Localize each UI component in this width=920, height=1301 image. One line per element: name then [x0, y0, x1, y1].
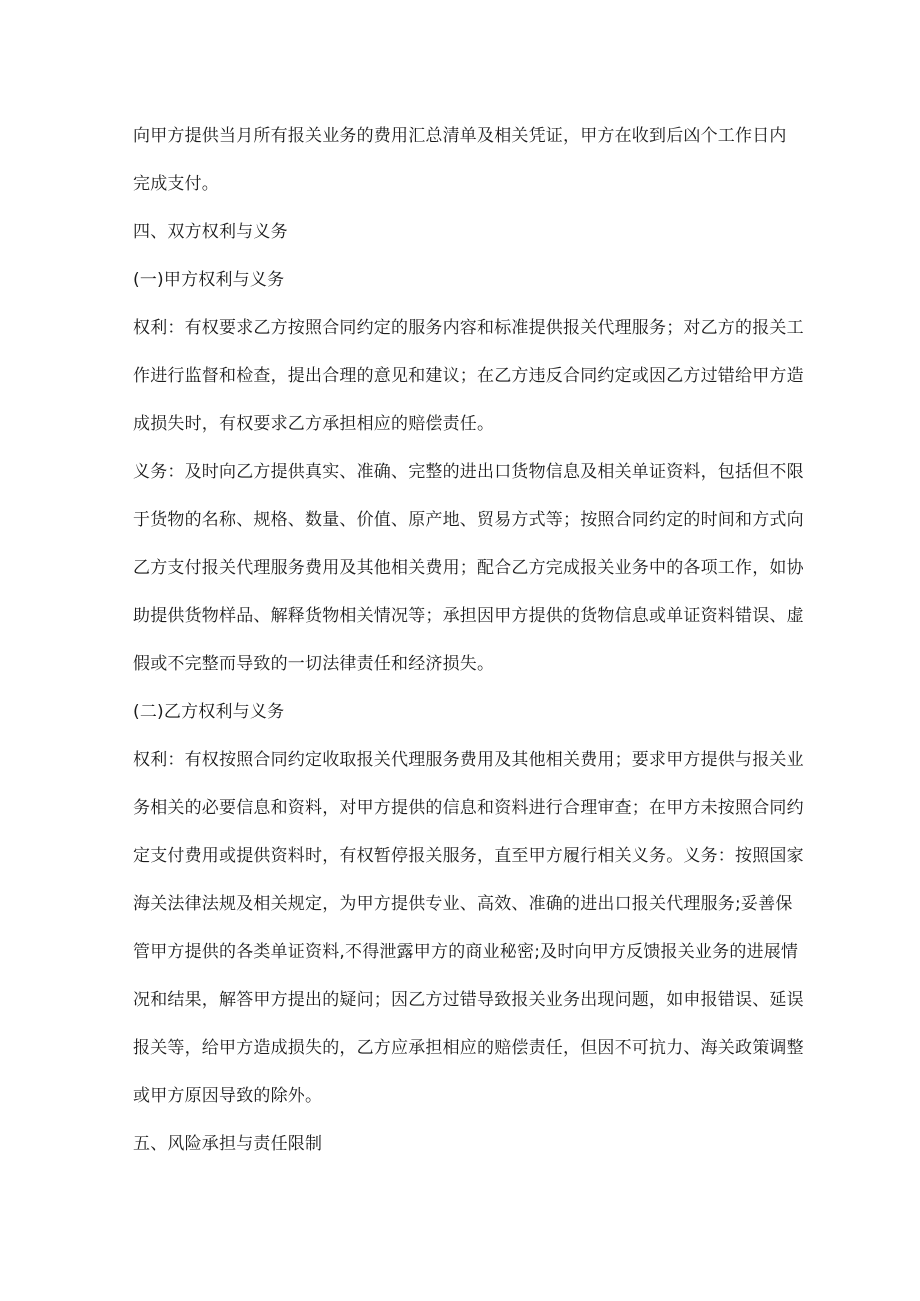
body-text-line: 管甲方提供的各类单证资料,不得泄露甲方的商业秘密;及时向甲方反馈报关业务的进展情 — [133, 942, 799, 962]
body-text-line: 于货物的名称、规格、数量、价值、原产地、贸易方式等；按照合同约定的时间和方式向 — [133, 510, 804, 530]
body-text-line: 定支付费用或提供资料时，有权暂停报关服务，直至甲方履行相关义务。义务：按照国家 — [133, 846, 804, 866]
body-text-line: 报关等，给甲方造成损失的，乙方应承担相应的赔偿责任，但因不可抗力、海关政策调整 — [133, 1038, 804, 1058]
body-text-line: 或甲方原因导致的除外。 — [133, 1086, 323, 1106]
body-text-line: 海关法律法规及相关规定，为甲方提供专业、高效、准确的进出口报关代理服务;妥善保 — [133, 894, 793, 914]
subsection-heading-party-a: (一)甲方权利与义务 — [133, 270, 285, 290]
section-heading-4: 四、双方权利与义务 — [133, 222, 288, 242]
section-heading-5: 五、风险承担与责任限制 — [133, 1134, 323, 1154]
body-text-line: 作进行监督和检查，提出合理的意见和建议；在乙方违反合同约定或因乙方过错给甲方造 — [133, 366, 804, 386]
body-text-line: 权利：有权按照合同约定收取报关代理服务费用及其他相关费用；要求甲方提供与报关业 — [133, 750, 804, 770]
body-text-line: 助提供货物样品、解释货物相关情况等；承担因甲方提供的货物信息或单证资料错误、虚 — [133, 606, 804, 626]
body-text-line: 权利：有权要求乙方按照合同约定的服务内容和标准提供报关代理服务；对乙方的报关工 — [133, 318, 804, 338]
body-text-line: 义务：及时向乙方提供真实、准确、完整的进出口货物信息及相关单证资料，包括但不限 — [133, 462, 804, 482]
body-text-line: 务相关的必要信息和资料，对甲方提供的信息和资料进行合理审查；在甲方未按照合同约 — [133, 798, 804, 818]
body-text-line: 况和结果，解答甲方提出的疑问；因乙方过错导致报关业务出现问题，如申报错误、延误 — [133, 990, 804, 1010]
body-text-line: 假或不完整而导致的一切法律责任和经济损失。 — [133, 654, 495, 674]
body-text-line: 完成支付。 — [133, 174, 219, 194]
body-text-line: 乙方支付报关代理服务费用及其他相关费用；配合乙方完成报关业务中的各项工作，如协 — [133, 558, 804, 578]
subsection-heading-party-b: (二)乙方权利与义务 — [133, 702, 285, 722]
body-text-line: 向甲方提供当月所有报关业务的费用汇总清单及相关凭证，甲方在收到后凶个工作日内 — [133, 126, 787, 146]
body-text-line: 成损失时，有权要求乙方承担相应的赔偿责任。 — [133, 414, 495, 434]
